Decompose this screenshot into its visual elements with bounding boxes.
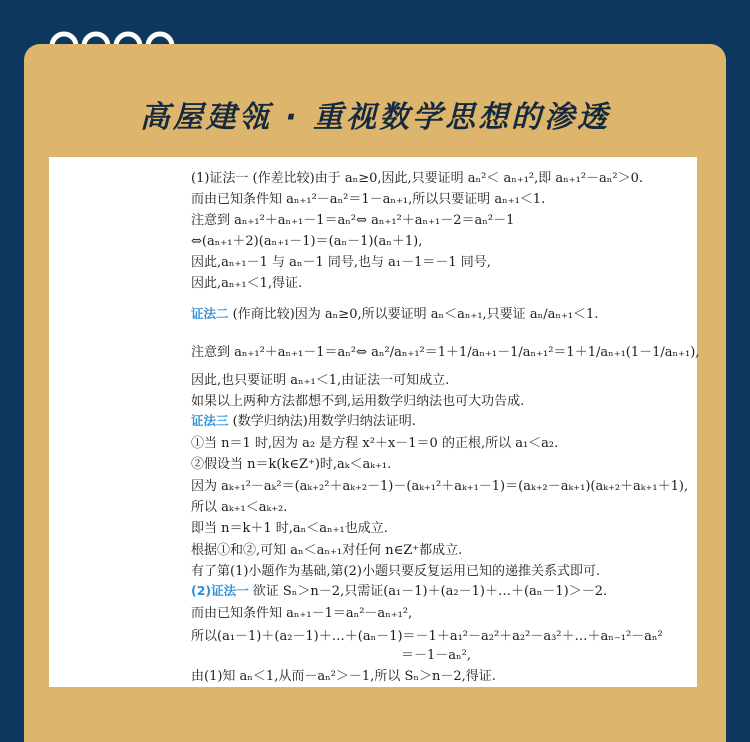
text-line: 有了第(1)小题作为基础,第(2)小题只要反复运用已知的递推关系式即可. [191,564,601,579]
page-title: 高屋建瓴 · 重视数学思想的渗透 [139,100,611,135]
text-line: ＝－1－aₙ², [401,648,471,663]
text-line: 因为 aₖ₊₁²－aₖ²＝(aₖ₊₂²＋aₖ₊₂－1)－(aₖ₊₁²＋aₖ₊₁－1)＝(aₖ₊₂－aₖ₊₁)(aₖ₊₂＋aₖ₊₁＋1), [191,479,689,494]
text-line: (1)证法一 (作差比较)由于 aₙ≥0,因此,只要证明 aₙ²＜ aₙ₊₁²,即 aₙ₊₁²－aₙ²＞0. [191,171,644,186]
text-line: 所以(a₁－1)＋(a₂－1)＋…＋(aₙ－1)＝－1＋a₁²－a₂²＋a₂²－a₃²＋…＋aₙ₋₁²－aₙ² [191,629,663,644]
text-line: 注意到 aₙ₊₁²＋aₙ₊₁－1＝aₙ²⇔ aₙ²/aₙ₊₁²＝1＋1/aₙ₊₁－1/aₙ₊₁²＝1＋1/aₙ₊₁(1－1/aₙ₊₁), [191,345,700,360]
text-line: 所以 aₖ₊₁＜aₖ₊₂. [191,500,288,515]
text-line: 如果以上两种方法都想不到,运用数学归纳法也可大功告成. [191,394,525,409]
text-line: 因此,aₙ₊₁－1 与 aₙ－1 同号,也与 a₁－1＝－1 同号, [191,255,491,270]
text-line: (2)证法一 欲证 Sₙ＞n－2,只需证(a₁－1)＋(a₂－1)＋…＋(aₙ－1)＞－2. [191,583,608,599]
text-line: 即当 n＝k＋1 时,aₙ＜aₙ₊₁也成立. [191,521,388,536]
document-page [49,157,700,687]
text-line: ①当 n＝1 时,因为 a₂ 是方程 x²＋x－1＝0 的正根,所以 a₁＜a₂. [191,436,559,451]
text-line: ⇔(aₙ₊₁＋2)(aₙ₊₁－1)＝(aₙ－1)(aₙ＋1), [191,234,423,249]
text-line: 注意到 aₙ₊₁²＋aₙ₊₁－1＝aₙ²⇔ aₙ₊₁²＋aₙ₊₁－2＝aₙ²－1 [191,213,515,228]
text-line: 而由已知条件知 aₙ₊₁²－aₙ²＝1－aₙ₊₁,所以只要证明 aₙ₊₁＜1. [191,192,546,207]
text-line: 由(1)知 aₙ＜1,从而－aₙ²＞－1,所以 Sₙ＞n－2,得证. [191,669,496,684]
text-line: 证法三 (数学归纳法)用数学归纳法证明. [191,413,416,429]
text-line: 根据①和②,可知 aₙ＜aₙ₊₁对任何 n∈Z⁺都成立. [191,543,463,558]
text-line: 证法二 (作商比较)因为 aₙ≥0,所以要证明 aₙ＜aₙ₊₁,只要证 aₙ/aₙ₊₁＜1. [191,306,599,322]
text-line: ②假设当 n＝k(k∈Z⁺)时,aₖ＜aₖ₊₁. [191,457,392,472]
text-line: 而由已知条件知 aₙ₊₁－1＝aₙ²－aₙ₊₁², [191,606,413,621]
text-line: 因此,也只要证明 aₙ₊₁＜1,由证法一可知成立. [191,373,450,388]
text-line: 因此,aₙ₊₁＜1,得证. [191,276,303,291]
